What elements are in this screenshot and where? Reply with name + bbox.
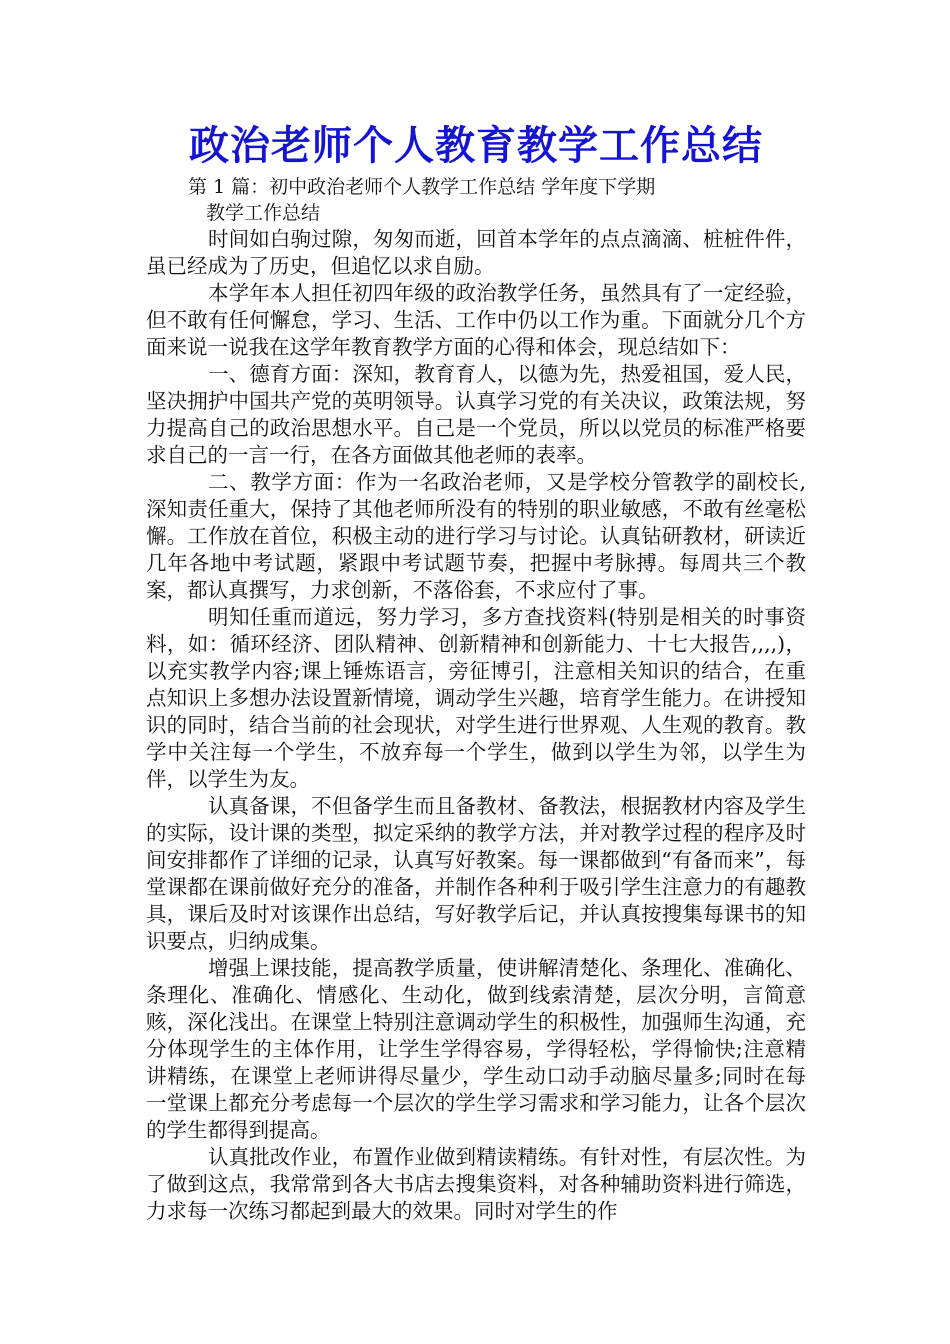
document-subtitle: 第 1 篇：初中政治老师个人教学工作总结 学年度下学期 (188, 176, 656, 198)
paragraph: 时间如白驹过隙，匆匆而逝，回首本学年的点点滴滴、桩桩件件，虽已经成为了历史，但追忆以求自励。 (146, 227, 806, 278)
paragraph: 认真批改作业，布置作业做到精读精练。有针对性，有层次性。为了做到这点，我常常到各大书店去搜集资料，对各种辅助资料进行筛选，力求每一次练习都起到最大的效果。同时对学生的作 (146, 1145, 806, 1223)
paragraph: 一、德育方面：深知，教育育人，以德为先，热爱祖国，爱人民，坚决拥护中国共产党的英明领导。认真学习党的有关决议，政策法规，努力提高自己的政治思想水平。自己是一个党员，所以以党员的标准严格要求自己的一言一行，在各方面做其他老师的表率。 (146, 362, 806, 467)
paragraph: 本学年本人担任初四年级的政治教学任务，虽然具有了一定经验，但不敢有任何懈怠，学习、生活、工作中仍以工作为重。下面就分几个方面来说一说我在这学年教育教学方面的心得和体会，现总结如下： (146, 281, 806, 359)
paragraph: 明知任重而道远，努力学习，多方查找资料(特别是相关的时事资料，如：循环经济、团队精神、创新精神和创新能力、十七大报告,,,,)，以充实教学内容;课上锤炼语言，旁征博引，注意相关知识的结合，在重点知识上多想办法设置新情境，调动学生兴趣，培育学生能力。在讲授知识的同时，结合当前的社会现状，对学生进行世界观、人生观的教育。教学中关注每一个学生，不放弃每一个学生，做到以学生为邻，以学生为伴，以学生为友。 (146, 605, 806, 791)
paragraph: 二、教学方面：作为一名政治老师，又是学校分管教学的副校长,深知责任重大，保持了其他老师所没有的特别的职业敏感，不敢有丝毫松懈。工作放在首位，积极主动的进行学习与讨论。认真钻研教材，研读近几年各地中考试题，紧跟中考试题节奏，把握中考脉搏。每周共三个教案，都认真撰写，力求创新，不落俗套，不求应付了事。 (146, 470, 806, 602)
document-subtitle-continued: 教学工作总结 (206, 202, 321, 224)
paragraph: 认真备课，不但备学生而且备教材、备教法，根据教材内容及学生的实际，设计课的类型，拟定采纳的教学方法，并对教学过程的程序及时间安排都作了详细的记录，认真写好教案。每一课都做到“有备而来”，每堂课都在课前做好充分的准备，并制作各种利于吸引学生注意力的有趣教具，课后及时对该课作出总结，写好教学后记，并认真按搜集每课书的知识要点，归纳成集。 (146, 794, 806, 953)
document-page (146, 118, 806, 1225)
document-body (146, 226, 806, 1225)
paragraph: 增强上课技能，提高教学质量，使讲解清楚化、条理化、准确化、条理化、准确化、情感化、生动化，做到线索清楚，层次分明，言简意赅，深化浅出。在课堂上特别注意调动学生的积极性，加强师生沟通，充分体现学生的主体作用，让学生学得容易，学得轻松，学得愉快;注意精讲精练，在课堂上老师讲得尽量少，学生动口动手动脑尽量多;同时在每一堂课上都充分考虑每一个层次的学生学习需求和学习能力，让各个层次的学生都得到提高。 (146, 956, 806, 1142)
document-title: 政治老师个人教育教学工作总结 (189, 123, 763, 169)
